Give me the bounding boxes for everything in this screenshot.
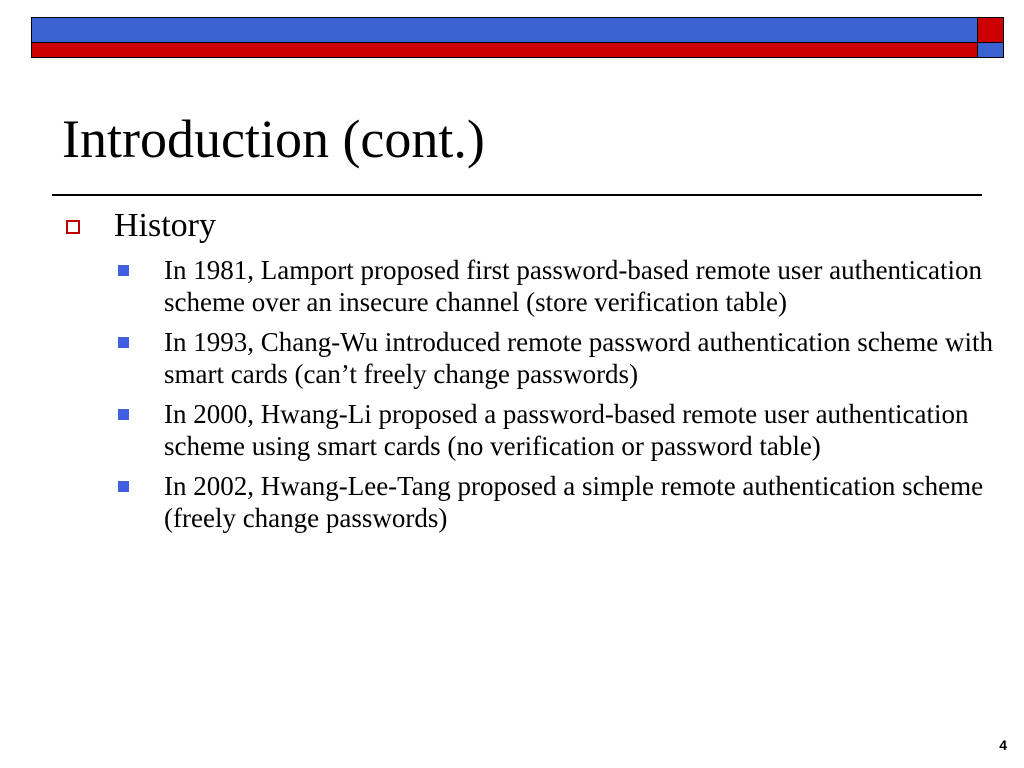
list-item-text: In 2000, Hwang-Li proposed a password-based remote user authentication scheme using smart cards (no verification or password table) [164,399,969,461]
header-red-square [977,17,1004,43]
list-item [66,326,1006,390]
solid-square-bullet-icon [118,481,129,492]
history-list [66,254,1006,534]
history-section [66,206,1006,542]
history-heading-row [66,206,1006,246]
solid-square-bullet-icon [118,265,129,276]
header-blue-bar [31,17,978,43]
page-number: 4 [999,737,1007,753]
solid-square-bullet-icon [118,409,129,420]
list-item [66,398,1006,462]
solid-square-bullet-icon [118,337,129,348]
list-item [66,470,1006,534]
list-item-text: In 1981, Lamport proposed first password-based remote user authentication scheme over an insecure channel (store verification table) [164,255,983,317]
header-red-bar [31,42,978,58]
slide-title: Introduction (cont.) [62,109,485,169]
hollow-square-bullet-icon [66,220,80,234]
header-blue-square [977,42,1004,58]
list-item [66,254,1006,318]
list-item-text: In 1993, Chang-Wu introduced remote password authentication scheme with smart cards (can’t freely change passwords) [164,327,993,389]
list-item-text: In 2002, Hwang-Lee-Tang proposed a simple remote authentication scheme (freely change passwords) [164,471,984,533]
title-divider [52,194,982,196]
history-heading: History [114,207,216,244]
